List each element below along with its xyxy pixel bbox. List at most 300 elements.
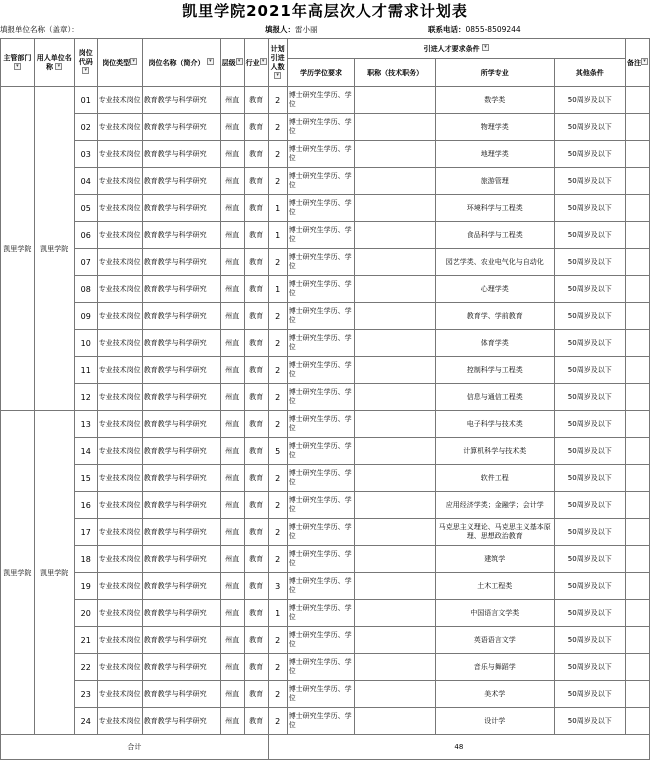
cell-title-req[interactable] (355, 411, 436, 438)
cell-name[interactable]: 教育教学与科学研究 (142, 708, 220, 735)
header-name[interactable]: 岗位名称（简介） ▾ (142, 39, 220, 87)
cell-title-req[interactable] (355, 249, 436, 276)
filter-dropdown-icon[interactable]: ▾ (207, 58, 214, 65)
cell-name[interactable]: 教育教学与科学研究 (142, 492, 220, 519)
cell-remark[interactable] (625, 195, 649, 222)
table-row[interactable] (1, 168, 650, 195)
cell-edu[interactable]: 博士研究生学历、学位 (287, 573, 355, 600)
cell-remark[interactable] (625, 573, 649, 600)
cell-employer[interactable]: 凯里学院 (34, 411, 74, 735)
cell-type[interactable]: 专业技术岗位 (97, 168, 142, 195)
cell-other[interactable]: 50周岁及以下 (554, 87, 625, 114)
cell-other[interactable]: 50周岁及以下 (554, 465, 625, 492)
cell-major[interactable]: 物理学类 (435, 114, 554, 141)
cell-name[interactable]: 教育教学与科学研究 (142, 222, 220, 249)
cell-level[interactable]: 州直 (220, 492, 244, 519)
cell-title-req[interactable] (355, 168, 436, 195)
header-employer[interactable]: 用人单位名称 ▾ (34, 39, 74, 87)
cell-type[interactable]: 专业技术岗位 (97, 627, 142, 654)
filter-dropdown-icon[interactable]: ▾ (482, 44, 489, 51)
cell-industry[interactable]: 教育 (244, 168, 268, 195)
table-row[interactable] (1, 330, 650, 357)
cell-name[interactable]: 教育教学与科学研究 (142, 411, 220, 438)
cell-edu[interactable]: 博士研究生学历、学位 (287, 519, 355, 546)
cell-edu[interactable]: 博士研究生学历、学位 (287, 87, 355, 114)
cell-code[interactable]: 06 (74, 222, 97, 249)
cell-type[interactable]: 专业技术岗位 (97, 141, 142, 168)
cell-level[interactable]: 州直 (220, 303, 244, 330)
cell-level[interactable]: 州直 (220, 546, 244, 573)
cell-code[interactable]: 24 (74, 708, 97, 735)
cell-remark[interactable] (625, 357, 649, 384)
cell-type[interactable]: 专业技术岗位 (97, 276, 142, 303)
cell-title-req[interactable] (355, 222, 436, 249)
cell-title-req[interactable] (355, 114, 436, 141)
cell-count[interactable]: 2 (268, 249, 287, 276)
cell-major[interactable]: 土木工程类 (435, 573, 554, 600)
cell-industry[interactable]: 教育 (244, 681, 268, 708)
cell-name[interactable]: 教育教学与科学研究 (142, 465, 220, 492)
cell-name[interactable]: 教育教学与科学研究 (142, 87, 220, 114)
cell-type[interactable]: 专业技术岗位 (97, 114, 142, 141)
cell-industry[interactable]: 教育 (244, 465, 268, 492)
cell-name[interactable]: 教育教学与科学研究 (142, 303, 220, 330)
cell-remark[interactable] (625, 492, 649, 519)
total-label[interactable]: 合计 (1, 735, 269, 760)
cell-count[interactable]: 2 (268, 141, 287, 168)
cell-major[interactable]: 设计学 (435, 708, 554, 735)
total-row[interactable] (1, 735, 650, 760)
cell-edu[interactable]: 博士研究生学历、学位 (287, 465, 355, 492)
cell-other[interactable]: 50周岁及以下 (554, 492, 625, 519)
filter-dropdown-icon[interactable]: ▾ (274, 72, 281, 79)
cell-major[interactable]: 信息与通信工程类 (435, 384, 554, 411)
cell-edu[interactable]: 博士研究生学历、学位 (287, 708, 355, 735)
cell-title-req[interactable] (355, 573, 436, 600)
table-row[interactable] (1, 114, 650, 141)
cell-count[interactable]: 1 (268, 222, 287, 249)
cell-other[interactable]: 50周岁及以下 (554, 411, 625, 438)
cell-industry[interactable]: 教育 (244, 114, 268, 141)
cell-remark[interactable] (625, 681, 649, 708)
cell-code[interactable]: 09 (74, 303, 97, 330)
cell-major[interactable]: 环境科学与工程类 (435, 195, 554, 222)
cell-level[interactable]: 州直 (220, 654, 244, 681)
cell-type[interactable]: 专业技术岗位 (97, 357, 142, 384)
cell-dept[interactable]: 凯里学院 (1, 87, 35, 411)
cell-count[interactable]: 2 (268, 465, 287, 492)
cell-edu[interactable]: 博士研究生学历、学位 (287, 357, 355, 384)
table-row[interactable] (1, 438, 650, 465)
cell-industry[interactable]: 教育 (244, 222, 268, 249)
cell-code[interactable]: 14 (74, 438, 97, 465)
cell-level[interactable]: 州直 (220, 411, 244, 438)
cell-code[interactable]: 22 (74, 654, 97, 681)
cell-title-req[interactable] (355, 330, 436, 357)
cell-major[interactable]: 园艺学类、农业电气化与自动化 (435, 249, 554, 276)
cell-industry[interactable]: 教育 (244, 492, 268, 519)
filter-dropdown-icon[interactable]: ▾ (260, 58, 267, 65)
cell-title-req[interactable] (355, 708, 436, 735)
cell-other[interactable]: 50周岁及以下 (554, 681, 625, 708)
table-row[interactable] (1, 411, 650, 438)
cell-name[interactable]: 教育教学与科学研究 (142, 600, 220, 627)
cell-remark[interactable] (625, 87, 649, 114)
cell-major[interactable]: 食品科学与工程类 (435, 222, 554, 249)
cell-level[interactable]: 州直 (220, 249, 244, 276)
cell-edu[interactable]: 博士研究生学历、学位 (287, 195, 355, 222)
table-row[interactable] (1, 600, 650, 627)
cell-name[interactable]: 教育教学与科学研究 (142, 330, 220, 357)
header-code[interactable]: 岗位代码 ▾ (74, 39, 97, 87)
cell-code[interactable]: 11 (74, 357, 97, 384)
cell-type[interactable]: 专业技术岗位 (97, 600, 142, 627)
cell-code[interactable]: 08 (74, 276, 97, 303)
cell-industry[interactable]: 教育 (244, 384, 268, 411)
cell-remark[interactable] (625, 276, 649, 303)
table-row[interactable] (1, 141, 650, 168)
cell-major[interactable]: 心理学类 (435, 276, 554, 303)
cell-type[interactable]: 专业技术岗位 (97, 195, 142, 222)
table-row[interactable] (1, 276, 650, 303)
cell-name[interactable]: 教育教学与科学研究 (142, 141, 220, 168)
cell-major[interactable]: 旅游管理 (435, 168, 554, 195)
cell-major[interactable]: 数学类 (435, 87, 554, 114)
cell-edu[interactable]: 博士研究生学历、学位 (287, 330, 355, 357)
cell-title-req[interactable] (355, 519, 436, 546)
cell-level[interactable]: 州直 (220, 573, 244, 600)
cell-edu[interactable]: 博士研究生学历、学位 (287, 600, 355, 627)
cell-industry[interactable]: 教育 (244, 708, 268, 735)
cell-edu[interactable]: 博士研究生学历、学位 (287, 627, 355, 654)
cell-industry[interactable]: 教育 (244, 627, 268, 654)
cell-title-req[interactable] (355, 492, 436, 519)
cell-code[interactable]: 01 (74, 87, 97, 114)
cell-remark[interactable] (625, 600, 649, 627)
total-value[interactable]: 48 (268, 735, 649, 760)
header-count[interactable]: 计划引进人数▾ (268, 39, 287, 87)
cell-type[interactable]: 专业技术岗位 (97, 492, 142, 519)
cell-type[interactable]: 专业技术岗位 (97, 654, 142, 681)
filter-dropdown-icon[interactable]: ▾ (641, 58, 648, 65)
cell-count[interactable]: 2 (268, 546, 287, 573)
cell-major[interactable]: 音乐与舞蹈学 (435, 654, 554, 681)
cell-count[interactable]: 2 (268, 114, 287, 141)
cell-level[interactable]: 州直 (220, 222, 244, 249)
cell-industry[interactable]: 教育 (244, 600, 268, 627)
cell-edu[interactable]: 博士研究生学历、学位 (287, 411, 355, 438)
cell-type[interactable]: 专业技术岗位 (97, 573, 142, 600)
cell-count[interactable]: 2 (268, 492, 287, 519)
cell-edu[interactable]: 博士研究生学历、学位 (287, 168, 355, 195)
cell-count[interactable]: 2 (268, 411, 287, 438)
cell-edu[interactable]: 博士研究生学历、学位 (287, 492, 355, 519)
cell-major[interactable]: 地理学类 (435, 141, 554, 168)
cell-edu[interactable]: 博士研究生学历、学位 (287, 114, 355, 141)
cell-other[interactable]: 50周岁及以下 (554, 573, 625, 600)
table-row[interactable] (1, 465, 650, 492)
cell-industry[interactable]: 教育 (244, 411, 268, 438)
cell-other[interactable]: 50周岁及以下 (554, 222, 625, 249)
cell-other[interactable]: 50周岁及以下 (554, 627, 625, 654)
cell-type[interactable]: 专业技术岗位 (97, 87, 142, 114)
header-level[interactable]: 层级 ▾ (220, 39, 244, 87)
filter-dropdown-icon[interactable]: ▾ (236, 58, 243, 65)
cell-major[interactable]: 中国语言文学类 (435, 600, 554, 627)
cell-industry[interactable]: 教育 (244, 519, 268, 546)
cell-title-req[interactable] (355, 87, 436, 114)
header-req-group[interactable]: 引进人才要求条件 ▾ (287, 39, 625, 59)
table-row[interactable] (1, 249, 650, 276)
cell-name[interactable]: 教育教学与科学研究 (142, 114, 220, 141)
cell-edu[interactable]: 博士研究生学历、学位 (287, 303, 355, 330)
cell-remark[interactable] (625, 438, 649, 465)
cell-name[interactable]: 教育教学与科学研究 (142, 519, 220, 546)
cell-other[interactable]: 50周岁及以下 (554, 249, 625, 276)
cell-other[interactable]: 50周岁及以下 (554, 384, 625, 411)
cell-title-req[interactable] (355, 357, 436, 384)
cell-other[interactable]: 50周岁及以下 (554, 141, 625, 168)
header-dept[interactable]: 主管部门 ▾ (1, 39, 35, 87)
cell-name[interactable]: 教育教学与科学研究 (142, 249, 220, 276)
cell-industry[interactable]: 教育 (244, 195, 268, 222)
cell-dept[interactable]: 凯里学院 (1, 411, 35, 735)
cell-count[interactable]: 2 (268, 330, 287, 357)
table-row[interactable] (1, 303, 650, 330)
cell-title-req[interactable] (355, 276, 436, 303)
cell-edu[interactable]: 博士研究生学历、学位 (287, 384, 355, 411)
cell-remark[interactable] (625, 222, 649, 249)
cell-level[interactable]: 州直 (220, 384, 244, 411)
cell-title-req[interactable] (355, 303, 436, 330)
cell-other[interactable]: 50周岁及以下 (554, 546, 625, 573)
cell-count[interactable]: 2 (268, 303, 287, 330)
cell-employer[interactable]: 凯里学院 (34, 87, 74, 411)
cell-code[interactable]: 10 (74, 330, 97, 357)
cell-code[interactable]: 12 (74, 384, 97, 411)
table-row[interactable] (1, 195, 650, 222)
table-row[interactable] (1, 573, 650, 600)
cell-name[interactable]: 教育教学与科学研究 (142, 681, 220, 708)
cell-type[interactable]: 专业技术岗位 (97, 438, 142, 465)
cell-type[interactable]: 专业技术岗位 (97, 222, 142, 249)
table-row[interactable] (1, 519, 650, 546)
cell-remark[interactable] (625, 546, 649, 573)
cell-count[interactable]: 2 (268, 357, 287, 384)
table-row[interactable] (1, 546, 650, 573)
cell-title-req[interactable] (355, 681, 436, 708)
cell-industry[interactable]: 教育 (244, 303, 268, 330)
cell-code[interactable]: 16 (74, 492, 97, 519)
cell-count[interactable]: 2 (268, 384, 287, 411)
cell-code[interactable]: 20 (74, 600, 97, 627)
cell-industry[interactable]: 教育 (244, 330, 268, 357)
table-row[interactable] (1, 384, 650, 411)
cell-industry[interactable]: 教育 (244, 438, 268, 465)
cell-level[interactable]: 州直 (220, 168, 244, 195)
filter-dropdown-icon[interactable]: ▾ (130, 58, 137, 65)
cell-other[interactable]: 50周岁及以下 (554, 276, 625, 303)
cell-edu[interactable]: 博士研究生学历、学位 (287, 276, 355, 303)
cell-count[interactable]: 1 (268, 276, 287, 303)
cell-major[interactable]: 应用经济学类；金融学；会计学 (435, 492, 554, 519)
cell-major[interactable]: 电子科学与技术类 (435, 411, 554, 438)
cell-name[interactable]: 教育教学与科学研究 (142, 276, 220, 303)
cell-title-req[interactable] (355, 438, 436, 465)
cell-name[interactable]: 教育教学与科学研究 (142, 573, 220, 600)
cell-type[interactable]: 专业技术岗位 (97, 384, 142, 411)
cell-industry[interactable]: 教育 (244, 357, 268, 384)
table-row[interactable] (1, 222, 650, 249)
cell-code[interactable]: 05 (74, 195, 97, 222)
cell-other[interactable]: 50周岁及以下 (554, 330, 625, 357)
cell-major[interactable]: 建筑学 (435, 546, 554, 573)
cell-remark[interactable] (625, 384, 649, 411)
cell-type[interactable]: 专业技术岗位 (97, 708, 142, 735)
cell-level[interactable]: 州直 (220, 276, 244, 303)
cell-title-req[interactable] (355, 546, 436, 573)
cell-major[interactable]: 教育学、学前教育 (435, 303, 554, 330)
cell-type[interactable]: 专业技术岗位 (97, 303, 142, 330)
cell-industry[interactable]: 教育 (244, 141, 268, 168)
cell-industry[interactable]: 教育 (244, 654, 268, 681)
cell-count[interactable]: 5 (268, 438, 287, 465)
cell-title-req[interactable] (355, 195, 436, 222)
cell-level[interactable]: 州直 (220, 330, 244, 357)
cell-major[interactable]: 马克思主义理论、马克思主义基本原理、思想政治教育 (435, 519, 554, 546)
cell-code[interactable]: 18 (74, 546, 97, 573)
cell-remark[interactable] (625, 411, 649, 438)
cell-other[interactable]: 50周岁及以下 (554, 438, 625, 465)
cell-count[interactable]: 2 (268, 654, 287, 681)
cell-level[interactable]: 州直 (220, 627, 244, 654)
table-row[interactable] (1, 87, 650, 114)
cell-industry[interactable]: 教育 (244, 276, 268, 303)
cell-other[interactable]: 50周岁及以下 (554, 303, 625, 330)
cell-name[interactable]: 教育教学与科学研究 (142, 546, 220, 573)
table-row[interactable] (1, 708, 650, 735)
cell-remark[interactable] (625, 654, 649, 681)
cell-edu[interactable]: 博士研究生学历、学位 (287, 681, 355, 708)
cell-type[interactable]: 专业技术岗位 (97, 411, 142, 438)
cell-industry[interactable]: 教育 (244, 87, 268, 114)
cell-type[interactable]: 专业技术岗位 (97, 465, 142, 492)
cell-remark[interactable] (625, 465, 649, 492)
cell-edu[interactable]: 博士研究生学历、学位 (287, 438, 355, 465)
cell-industry[interactable]: 教育 (244, 573, 268, 600)
cell-industry[interactable]: 教育 (244, 546, 268, 573)
cell-type[interactable]: 专业技术岗位 (97, 519, 142, 546)
header-industry[interactable]: 行业 ▾ (244, 39, 268, 87)
cell-name[interactable]: 教育教学与科学研究 (142, 357, 220, 384)
cell-other[interactable]: 50周岁及以下 (554, 519, 625, 546)
cell-count[interactable]: 1 (268, 600, 287, 627)
cell-code[interactable]: 07 (74, 249, 97, 276)
cell-name[interactable]: 教育教学与科学研究 (142, 168, 220, 195)
table-row[interactable] (1, 681, 650, 708)
cell-other[interactable]: 50周岁及以下 (554, 114, 625, 141)
cell-other[interactable]: 50周岁及以下 (554, 600, 625, 627)
cell-code[interactable]: 17 (74, 519, 97, 546)
cell-level[interactable]: 州直 (220, 87, 244, 114)
cell-remark[interactable] (625, 249, 649, 276)
cell-level[interactable]: 州直 (220, 141, 244, 168)
cell-other[interactable]: 50周岁及以下 (554, 195, 625, 222)
cell-major[interactable]: 体育学类 (435, 330, 554, 357)
cell-name[interactable]: 教育教学与科学研究 (142, 438, 220, 465)
cell-remark[interactable] (625, 168, 649, 195)
filter-dropdown-icon[interactable]: ▾ (55, 63, 62, 70)
cell-level[interactable]: 州直 (220, 600, 244, 627)
cell-name[interactable]: 教育教学与科学研究 (142, 195, 220, 222)
header-remark[interactable]: 备注 ▾ (625, 39, 649, 87)
cell-remark[interactable] (625, 627, 649, 654)
cell-title-req[interactable] (355, 141, 436, 168)
cell-code[interactable]: 04 (74, 168, 97, 195)
cell-count[interactable]: 3 (268, 573, 287, 600)
cell-title-req[interactable] (355, 384, 436, 411)
cell-major[interactable]: 控制科学与工程类 (435, 357, 554, 384)
table-row[interactable] (1, 654, 650, 681)
cell-name[interactable]: 教育教学与科学研究 (142, 654, 220, 681)
cell-remark[interactable] (625, 141, 649, 168)
cell-level[interactable]: 州直 (220, 681, 244, 708)
cell-level[interactable]: 州直 (220, 357, 244, 384)
filter-dropdown-icon[interactable]: ▾ (82, 67, 89, 74)
cell-count[interactable]: 2 (268, 681, 287, 708)
cell-code[interactable]: 13 (74, 411, 97, 438)
cell-title-req[interactable] (355, 627, 436, 654)
cell-major[interactable]: 美术学 (435, 681, 554, 708)
cell-code[interactable]: 21 (74, 627, 97, 654)
cell-code[interactable]: 03 (74, 141, 97, 168)
cell-count[interactable]: 1 (268, 195, 287, 222)
header-type[interactable]: 岗位类型 ▾ (97, 39, 142, 87)
table-row[interactable] (1, 357, 650, 384)
cell-edu[interactable]: 博士研究生学历、学位 (287, 654, 355, 681)
cell-level[interactable]: 州直 (220, 708, 244, 735)
cell-other[interactable]: 50周岁及以下 (554, 654, 625, 681)
cell-title-req[interactable] (355, 600, 436, 627)
cell-count[interactable]: 2 (268, 627, 287, 654)
cell-title-req[interactable] (355, 654, 436, 681)
cell-level[interactable]: 州直 (220, 438, 244, 465)
cell-type[interactable]: 专业技术岗位 (97, 330, 142, 357)
cell-remark[interactable] (625, 519, 649, 546)
cell-major[interactable]: 计算机科学与技术类 (435, 438, 554, 465)
cell-name[interactable]: 教育教学与科学研究 (142, 384, 220, 411)
cell-level[interactable]: 州直 (220, 465, 244, 492)
table-row[interactable] (1, 627, 650, 654)
cell-title-req[interactable] (355, 465, 436, 492)
cell-type[interactable]: 专业技术岗位 (97, 249, 142, 276)
cell-level[interactable]: 州直 (220, 195, 244, 222)
table-row[interactable] (1, 492, 650, 519)
cell-code[interactable]: 15 (74, 465, 97, 492)
cell-edu[interactable]: 博士研究生学历、学位 (287, 249, 355, 276)
cell-count[interactable]: 2 (268, 708, 287, 735)
cell-level[interactable]: 州直 (220, 519, 244, 546)
cell-level[interactable]: 州直 (220, 114, 244, 141)
cell-remark[interactable] (625, 330, 649, 357)
cell-major[interactable]: 英语语言文学 (435, 627, 554, 654)
cell-count[interactable]: 2 (268, 87, 287, 114)
cell-count[interactable]: 2 (268, 519, 287, 546)
cell-major[interactable]: 软件工程 (435, 465, 554, 492)
cell-industry[interactable]: 教育 (244, 249, 268, 276)
cell-code[interactable]: 02 (74, 114, 97, 141)
cell-remark[interactable] (625, 303, 649, 330)
